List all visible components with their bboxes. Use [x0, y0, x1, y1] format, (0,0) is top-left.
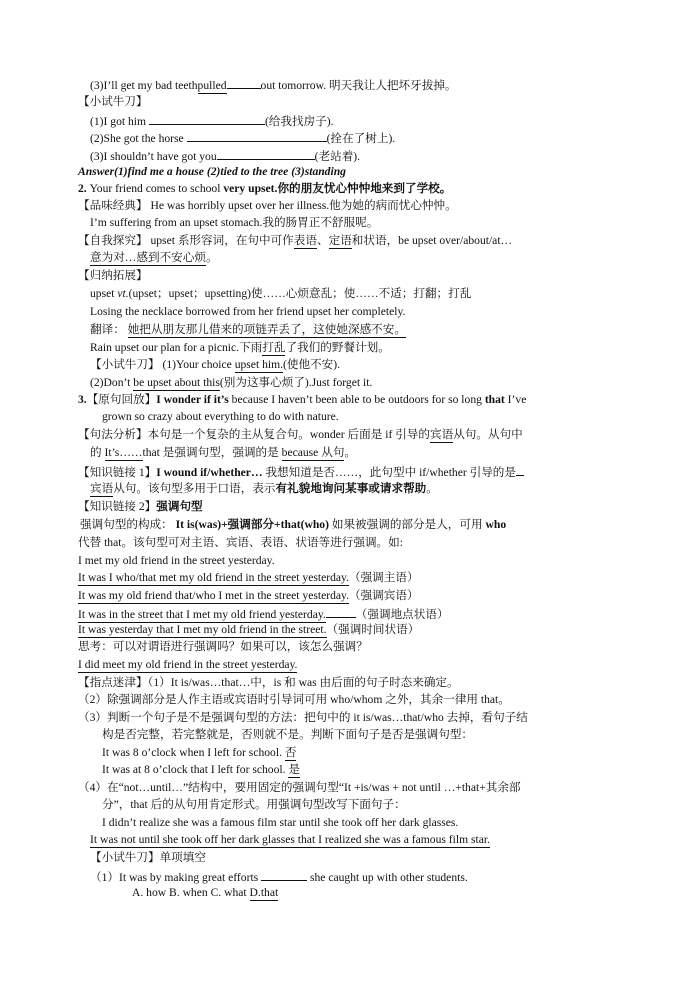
text-run: 我想知道是否……，此句型中 if/whether 引导的是	[262, 466, 516, 479]
text-line	[90, 850, 206, 867]
text-run: 3.	[78, 393, 87, 406]
text-line	[90, 481, 438, 498]
text-run: out tomorrow. 明天我让人把坏牙拔掉。	[260, 79, 457, 92]
text-line	[90, 304, 405, 321]
text-line	[102, 797, 406, 814]
text-run: Losing the necklace borrowed from her friend upset her completely.	[90, 305, 406, 318]
text-run: she caught up with other students.	[307, 871, 468, 884]
text-run: 如果被强调的部分是人，可用	[328, 518, 486, 531]
underlined-answer: It was not until she took off her dark glasses that I realized she was a famous film star.	[90, 833, 490, 846]
text-run: Answer(1)find me a house (2)tied to the tree (3)standing	[78, 165, 346, 178]
underlined-answer: It was I who/that met my old friend in the street yesterday.	[78, 571, 349, 584]
text-run: 【句法分析】本句是一个复杂的主从复合句。wonder 后面是 if 引导的	[78, 428, 430, 441]
text-run: I’m suffering from an upset stomach.我的肠胃正不舒服呢。	[90, 216, 379, 229]
text-line	[78, 710, 528, 727]
underlined-answer: 她把从朋友那儿借来的项链弄丢了，这使她深感不安。	[127, 323, 406, 336]
text-run: It is(was)+强调部分+that(who)	[175, 518, 329, 531]
text-run: （强调主语）	[348, 571, 419, 584]
text-line	[78, 692, 510, 709]
text-run: very upset.你的朋友忧心忡忡地来到了学校。	[223, 182, 452, 195]
text-line	[102, 727, 473, 744]
text-run: 代替 that。该句型可对主语、宾语、表语、状语等进行强调。如:	[78, 536, 403, 549]
underlined-answer: It was yesterday that I met my old friend in the street.	[78, 623, 327, 636]
text-run: 。	[426, 482, 438, 495]
text-line	[90, 250, 218, 267]
text-run: (1)I got him	[90, 115, 149, 128]
text-line	[78, 164, 346, 181]
text-line	[78, 780, 521, 797]
text-run: (使他不安).	[283, 358, 341, 371]
text-run: that	[484, 393, 505, 406]
text-run: who	[485, 518, 507, 531]
text-line	[90, 286, 471, 303]
text-run: 构是否完整，若完整就是，否则就不是。判断下面句子是否是强调句型：	[102, 728, 474, 741]
text-run: (3)I’ll get my bad teeth	[90, 79, 198, 92]
text-run: 从句。该句型多用于口语，表示	[113, 482, 276, 495]
text-run: 【小试牛刀】单项填空	[90, 851, 206, 864]
text-run: 的	[90, 446, 105, 459]
text-line	[132, 885, 278, 902]
text-line	[102, 762, 300, 779]
text-run: （强调地点状语）	[355, 608, 449, 621]
text-run: 【知识链接 1】	[78, 466, 157, 479]
text-line	[90, 76, 457, 93]
text-run: Rain upset our plan for a picnic.下雨	[90, 341, 263, 354]
text-run: 。	[205, 251, 218, 264]
text-run: Your friend comes to school	[89, 182, 224, 195]
underlined-answer: 宾语	[430, 428, 454, 441]
text-run: (别为这事心烦了).Just forget it.	[219, 376, 373, 389]
underlined-answer: be upset about this	[133, 376, 220, 389]
text-line	[78, 535, 403, 552]
text-line	[78, 268, 148, 285]
text-line	[90, 375, 372, 392]
text-run: 翻译：	[90, 323, 128, 336]
text-run: 【品味经典】 He was horribly upset over her illness.他为她的病而忧心忡忡。	[78, 199, 457, 212]
text-run: 了我们的野餐计划。	[285, 341, 390, 354]
text-run: I didn’t realize she was a famous film star until she took off her dark glasses.	[102, 816, 459, 829]
text-run: (3)I shouldn’t have got you	[90, 150, 217, 163]
text-line	[90, 868, 468, 885]
text-run: (2)Don’t	[90, 376, 134, 389]
text-run: It was at 8 o’clock that I left for school.	[102, 763, 289, 776]
text-run: （强调宾语）	[348, 589, 419, 602]
text-run: (2)She got the horse	[90, 132, 187, 145]
text-run: 【知识链接 2】	[78, 500, 157, 513]
text-run: because I haven’t been able to be outdoors for so long	[228, 393, 485, 406]
text-run: I wound if/whether…	[156, 466, 263, 479]
text-run: 强调句型	[156, 500, 203, 513]
underlined-answer: 否	[284, 746, 297, 759]
text-line	[90, 357, 340, 374]
text-line	[78, 499, 203, 516]
text-run: A. how B. when C. what	[132, 886, 250, 899]
text-line	[78, 553, 275, 570]
underlined-answer: upset him.	[234, 358, 284, 371]
underlined-answer: pulled	[197, 79, 227, 92]
text-line	[80, 517, 506, 534]
underlined-answer: 宾语	[90, 482, 114, 495]
text-run: 【归纳拓展】	[78, 269, 148, 282]
underlined-answer: D.that	[249, 886, 279, 899]
text-run: 从句。从句中	[453, 428, 523, 441]
text-run: (upset；upset；upsetting)使……心烦意乱；使……不适；打翻；打乱	[128, 287, 472, 300]
underlined-answer: 是	[288, 763, 301, 776]
text-line	[78, 392, 526, 409]
text-line	[78, 675, 459, 692]
text-run: 分”，that 后的从句用肯定形式。用强调句型改写下面句子：	[102, 798, 406, 811]
text-line	[90, 147, 360, 164]
fill-blank	[516, 463, 524, 476]
text-run: 。	[344, 446, 357, 459]
text-run: 有礼貌地询问某事或请求帮助	[275, 482, 427, 495]
text-run: (拴在了树上).	[326, 132, 396, 145]
underlined-answer: 意为	[90, 251, 114, 264]
text-line	[78, 570, 419, 587]
text-line	[78, 605, 449, 622]
text-run: 、	[316, 234, 329, 247]
text-run: 和状语，be upset over/about/at…	[351, 234, 513, 247]
text-line	[90, 340, 390, 357]
text-run: （3）判断一个句子是不是强调句型的方法：把句中的 it is/was…that/who 去掉，看句子结	[78, 711, 528, 724]
text-line	[90, 129, 395, 146]
text-run: (老站着).	[314, 150, 361, 163]
text-run: 【指点迷津】（1）It is/was…that…中，is 和 was 由后面的句子时态来确定。	[78, 676, 459, 689]
text-run: （2）除强调部分是人作主语或宾语时引导词可用 who/whom 之外，其余一律用 that。	[78, 693, 510, 706]
text-run: vt.	[117, 287, 129, 300]
text-line	[90, 112, 334, 129]
text-run: （4）在“not…until…”结构中，要用固定的强调句型“It +is/was + not until …+that+其余部	[78, 781, 521, 794]
fill-blank	[261, 868, 307, 881]
fill-blank	[149, 112, 265, 125]
text-line	[78, 181, 451, 198]
text-line	[90, 322, 406, 339]
text-run: 【原句回放】	[86, 393, 157, 406]
text-run: I’ve	[504, 393, 527, 406]
text-run: （强调时间状语）	[326, 623, 420, 636]
text-run: （1）It was by making great efforts	[90, 871, 262, 884]
text-line	[102, 745, 296, 762]
text-line	[102, 409, 339, 426]
text-run: 2.	[78, 182, 90, 195]
underlined-answer: It’s……	[104, 446, 143, 459]
underlined-answer: It was in the street that I met my old friend yesterday.	[78, 608, 326, 621]
text-line	[78, 588, 419, 605]
underlined-answer: 表语	[293, 234, 317, 247]
underlined-answer: 定语	[328, 234, 352, 247]
text-line	[78, 198, 457, 215]
underlined-answer: It was my old friend that/who I met in the street yesterday.	[78, 589, 349, 602]
fill-blank	[227, 76, 261, 89]
text-run: I met my old friend in the street yesterday.	[78, 554, 275, 567]
fill-blank	[187, 129, 327, 142]
underlined-answer: because 从句	[281, 446, 345, 459]
fill-blank	[217, 147, 315, 160]
text-line	[78, 639, 368, 656]
underlined-answer: 对…感到不安心烦	[113, 251, 206, 264]
text-run: It was 8 o’clock when I left for school.	[102, 746, 285, 759]
text-run: (给我找房子).	[264, 115, 334, 128]
text-run: 强调句型的构成：	[80, 518, 176, 531]
text-run: 【小试牛刀】 (1)Your choice	[90, 358, 235, 371]
text-run: I wonder if it’s	[156, 393, 229, 406]
text-line	[78, 427, 523, 444]
underlined-answer: I did meet my old friend in the street yesterday.	[78, 658, 298, 671]
text-line	[78, 622, 419, 639]
text-line	[102, 815, 458, 832]
text-line	[78, 233, 512, 250]
underlined-answer: 打乱	[262, 341, 286, 354]
text-run: 【小试牛刀】	[78, 95, 148, 108]
text-line	[78, 657, 297, 674]
text-line	[90, 215, 378, 232]
text-run: 思考：可以对谓语进行强调吗？如果可以，该怎么强调？	[78, 640, 368, 653]
text-line	[78, 463, 524, 480]
text-line	[90, 832, 490, 849]
text-run: upset	[90, 287, 118, 300]
text-run: 【自我探究】 upset 系形容词，在句中可作	[78, 234, 294, 247]
fill-blank	[326, 605, 356, 618]
text-line	[90, 445, 356, 462]
text-run: that 是强调句型，强调的是	[142, 446, 282, 459]
text-run: grown so crazy about everything to do with nature.	[102, 410, 339, 423]
text-line	[78, 94, 148, 111]
